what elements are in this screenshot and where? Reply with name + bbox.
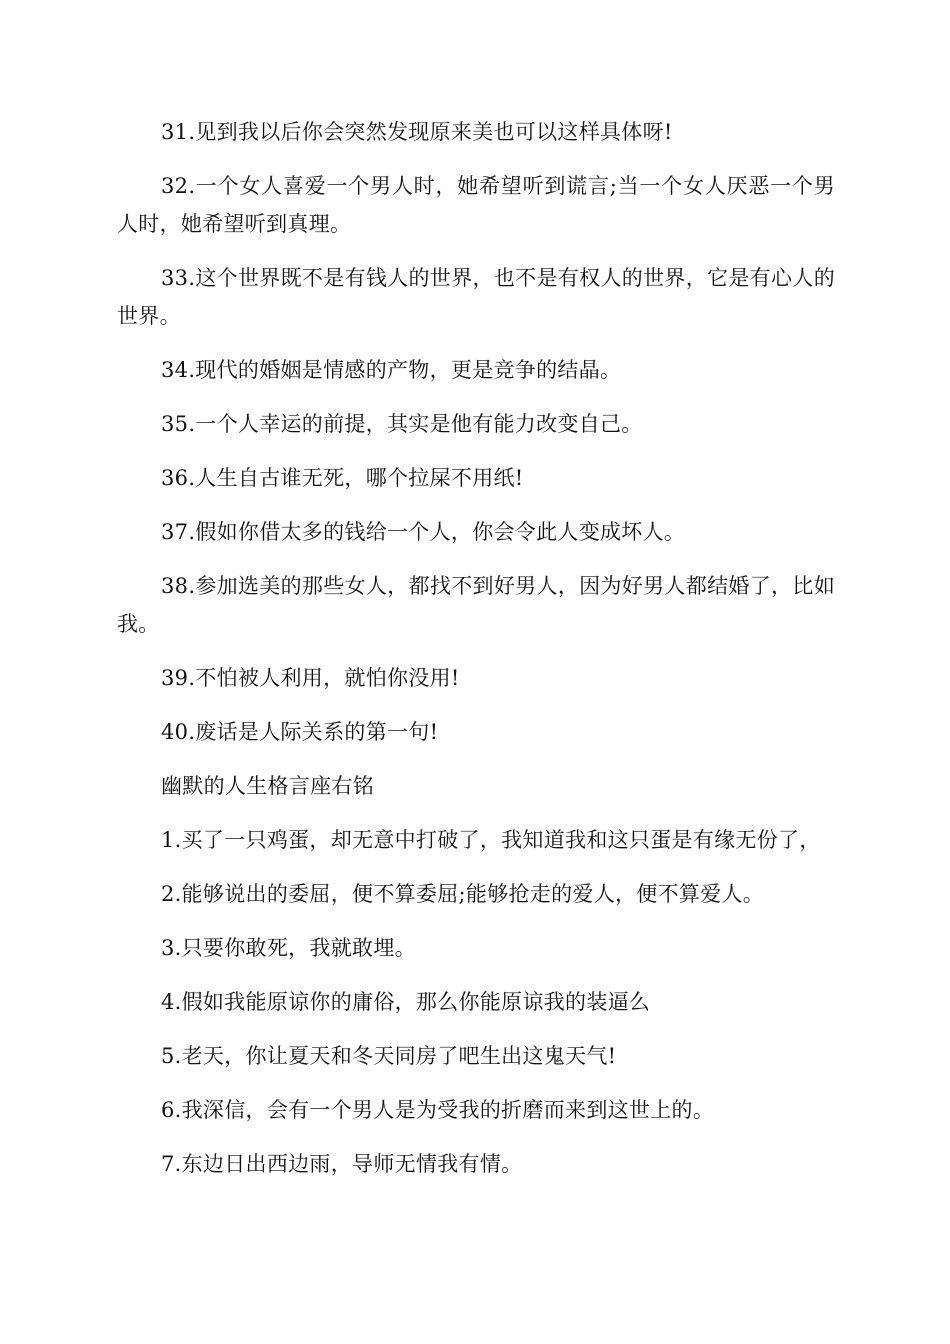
document-body [117,113,835,1199]
quote-31: 31.见到我以后你会突然发现原来美也可以这样具体呀! [161,120,673,144]
quote-34: 34.现代的婚姻是情感的产物，更是竞争的结晶。 [161,358,622,382]
quote-32: 32.一个女人喜爱一个男人时，她希望听到谎言;当一个女人厌恶一个男人时，她希望听到真理。 [117,174,835,236]
quote-36: 36.人生自古谁无死，哪个拉屎不用纸! [161,466,524,490]
quote-40: 40.废话是人际关系的第一句! [161,720,439,744]
quote-1: 1.买了一只鸡蛋，却无意中打破了，我知道我和这只蛋是有缘无份了， [161,828,821,852]
quote-2: 2.能够说出的委屈，便不算委屈;能够抢走的爱人，便不算爱人。 [161,882,765,906]
quote-7: 7.东边日出西边雨，导师无情我有情。 [161,1152,523,1176]
quote-5: 5.老天，你让夏天和冬天同房了吧生出这鬼天气! [161,1044,617,1068]
quote-4: 4.假如我能原谅你的庸俗，那么你能原谅我的装逼么 [161,990,651,1014]
quote-33: 33.这个世界既不是有钱人的世界，也不是有权人的世界，它是有心人的世界。 [117,266,835,328]
quote-37: 37.假如你借太多的钱给一个人，你会令此人变成坏人。 [161,520,686,544]
quote-3: 3.只要你敢死，我就敢埋。 [161,936,416,960]
quote-35: 35.一个人幸运的前提，其实是他有能力改变自己。 [161,412,643,436]
quote-39: 39.不怕被人利用，就怕你没用! [161,666,460,690]
quote-6: 6.我深信，会有一个男人是为受我的折磨而来到这世上的。 [161,1098,715,1122]
quote-38: 38.参加选美的那些女人，都找不到好男人，因为好男人都结婚了，比如我。 [117,574,835,636]
section-heading: 幽默的人生格言座右铭 [161,774,374,798]
